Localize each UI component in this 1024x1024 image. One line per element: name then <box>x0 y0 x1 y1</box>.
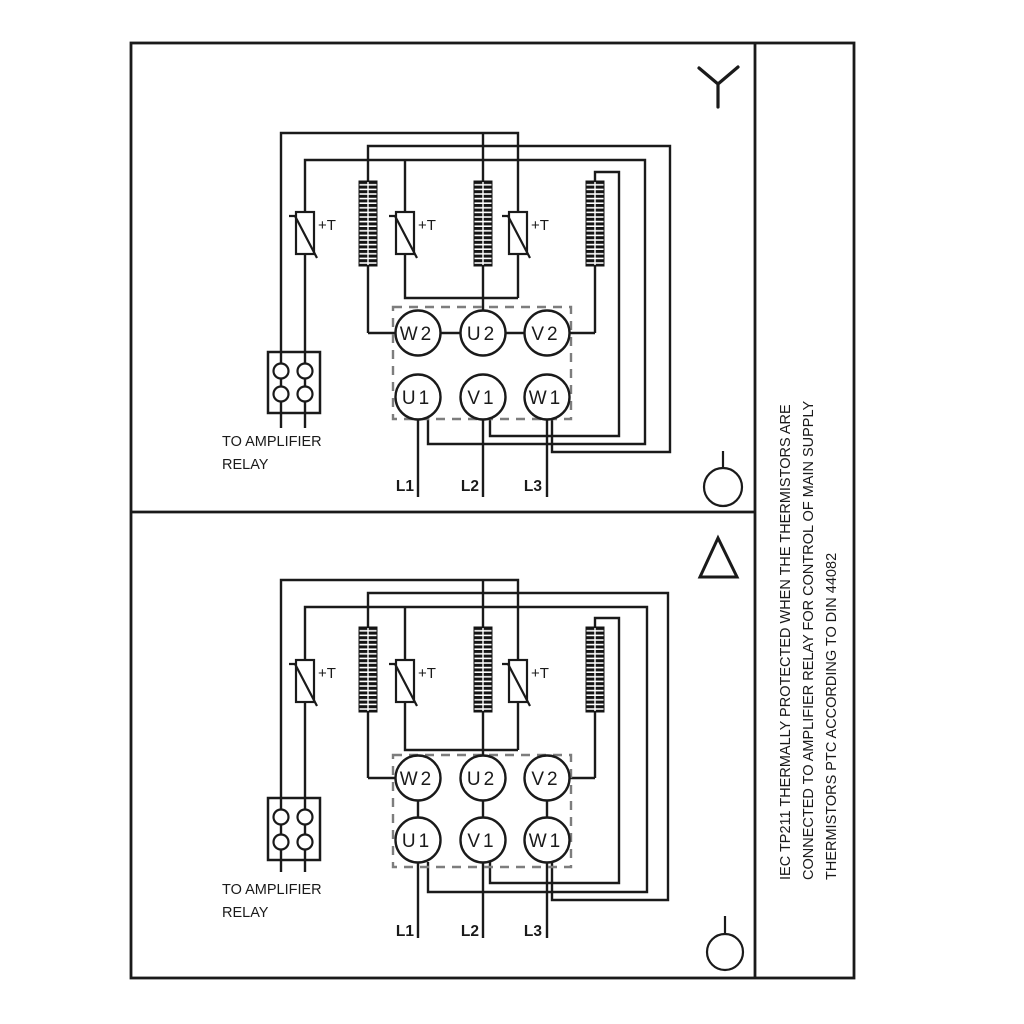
terminal-label: V2 <box>531 324 561 345</box>
terminal-label: V1 <box>467 388 497 409</box>
relay-note-line1: TO AMPLIFIER <box>222 882 322 898</box>
winding-coil <box>359 627 377 712</box>
thermistor-label: +T <box>531 665 549 682</box>
winding-coil <box>586 181 604 266</box>
thermistor-label: +T <box>531 217 549 234</box>
thermistors <box>289 660 549 706</box>
terminal-label: W2 <box>399 324 435 345</box>
panel-star <box>222 67 742 506</box>
ptc-thermistor-icon <box>502 212 530 258</box>
thermistor-label: +T <box>318 217 336 234</box>
note-line-1: IEC TP211 THERMALLY PROTECTED WHEN THE THERMISTORS ARE <box>778 404 794 880</box>
ptc-thermistor-icon <box>389 660 417 706</box>
winding-coil <box>586 627 604 712</box>
thermistors <box>289 212 549 258</box>
terminal-label: W2 <box>399 769 435 790</box>
relay-note <box>222 434 322 473</box>
amplifier-relay-box <box>268 798 320 860</box>
supply-l1: L1 <box>395 923 414 940</box>
supply-l3: L3 <box>523 923 542 940</box>
note-column <box>778 401 840 880</box>
thermistor-label: +T <box>418 665 436 682</box>
delta-connection-icon <box>700 538 737 577</box>
relay-note-line2: RELAY <box>222 905 269 921</box>
thermistor-label: +T <box>318 665 336 682</box>
note-line-3: THERMISTORS PTC ACCORDING TO DIN 44082 <box>824 552 840 880</box>
supply-l1: L1 <box>395 478 414 495</box>
supply-l2: L2 <box>460 923 479 940</box>
terminal-label: U1 <box>401 831 433 852</box>
winding-coil <box>474 627 492 712</box>
terminal-label: V1 <box>467 831 497 852</box>
ptc-thermistor-icon <box>389 212 417 258</box>
ptc-thermistor-icon <box>289 212 317 258</box>
star-connection-icon <box>699 67 738 107</box>
relay-note-line2: RELAY <box>222 457 269 473</box>
relay-note-line1: TO AMPLIFIER <box>222 434 322 450</box>
terminal-circles <box>396 311 570 420</box>
ground-icon <box>707 916 743 970</box>
terminal-label: W1 <box>528 831 564 852</box>
terminal-label: U1 <box>401 388 433 409</box>
winding-coil <box>359 181 377 266</box>
panel-delta <box>222 538 743 970</box>
note-line-2: CONNECTED TO AMPLIFIER RELAY FOR CONTROL OF MAIN SUPPLY <box>801 400 817 880</box>
terminal-label: W1 <box>528 388 564 409</box>
terminal-label: V2 <box>531 769 561 790</box>
ground-icon <box>704 451 742 506</box>
relay-note <box>222 882 322 921</box>
terminal-label: U2 <box>466 769 498 790</box>
thermistor-label: +T <box>418 217 436 234</box>
ptc-thermistor-icon <box>502 660 530 706</box>
amplifier-relay-box <box>268 352 320 413</box>
winding-coil <box>474 181 492 266</box>
ptc-thermistor-icon <box>289 660 317 706</box>
supply-l2: L2 <box>460 478 479 495</box>
supply-l3: L3 <box>523 478 542 495</box>
terminal-label: U2 <box>466 324 498 345</box>
